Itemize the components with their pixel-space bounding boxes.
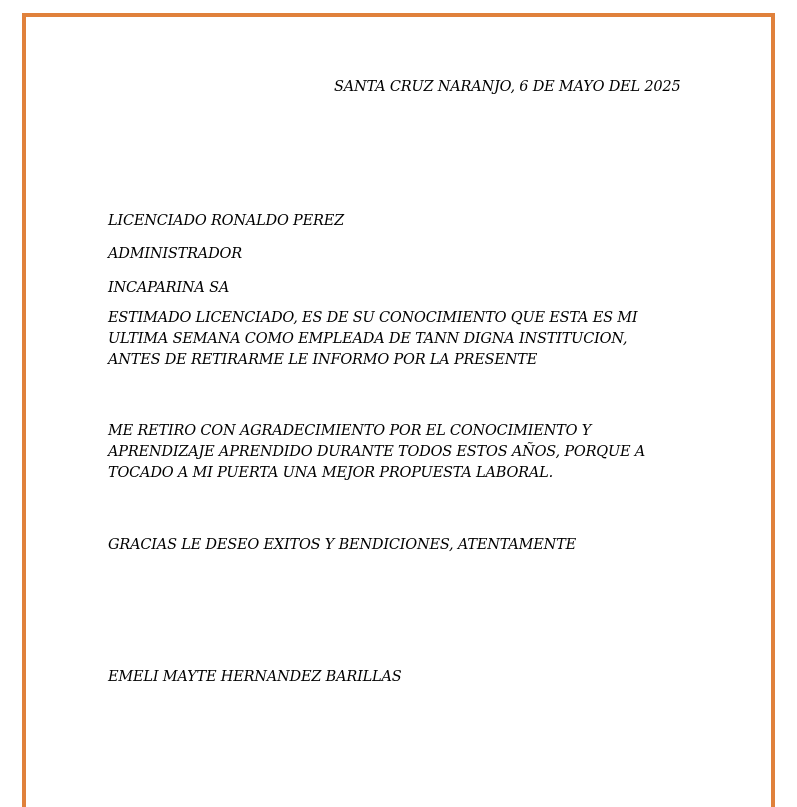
paragraph-line: ME RETIRO CON AGRADECIMIENTO POR EL CONOCIMIENTO Y <box>108 423 592 439</box>
date-line: SANTA CRUZ NARANJO, 6 DE MAYO DEL 2025 <box>334 79 681 95</box>
paragraph-line: TOCADO A MI PUERTA UNA MEJOR PROPUESTA LABORAL. <box>108 465 553 481</box>
recipient-company: INCAPARINA SA <box>108 280 230 296</box>
paragraph-line: ANTES DE RETIRARME LE INFORMO POR LA PRESENTE <box>108 352 538 368</box>
recipient-title: ADMINISTRADOR <box>108 246 242 262</box>
paragraph-line: ESTIMADO LICENCIADO, ES DE SU CONOCIMIENTO QUE ESTA ES MI <box>108 310 638 326</box>
paragraph-line: APRENDIZAJE APRENDIDO DURANTE TODOS ESTOS AÑOS, PORQUE A <box>108 444 646 460</box>
document-page <box>22 13 775 807</box>
paragraph-greeting <box>108 308 708 371</box>
paragraph-line: ULTIMA SEMANA COMO EMPLEADA DE TANN DIGNA INSTITUCION, <box>108 331 628 347</box>
signature-name: EMELI MAYTE HERNANDEZ BARILLAS <box>108 669 402 685</box>
closing-line: GRACIAS LE DESEO EXITOS Y BENDICIONES, ATENTAMENTE <box>108 537 577 553</box>
paragraph-body <box>108 421 708 484</box>
recipient-name: LICENCIADO RONALDO PEREZ <box>108 213 344 229</box>
